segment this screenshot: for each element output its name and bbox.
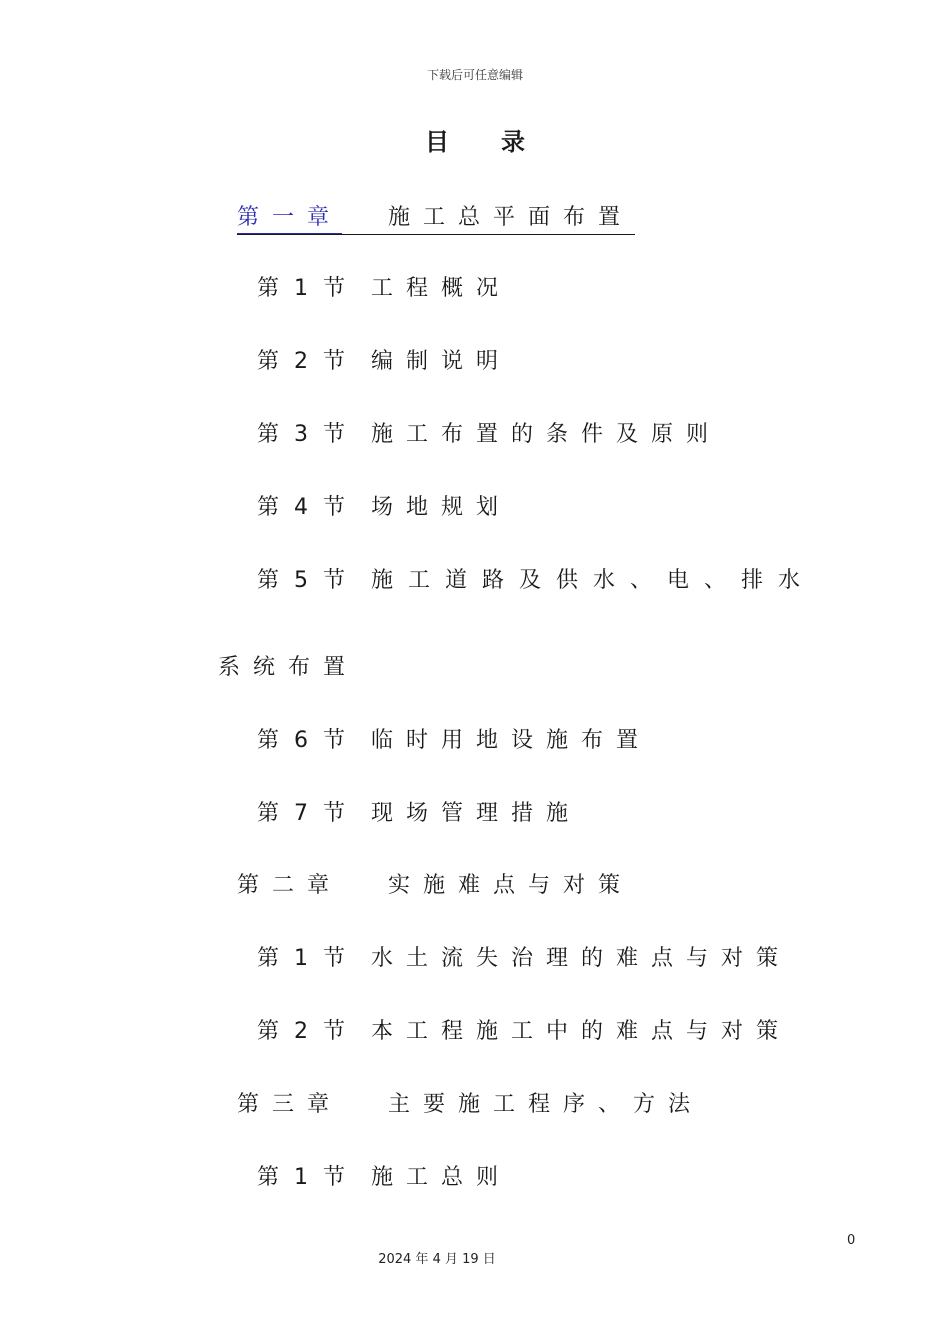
section-title: 工程概况 <box>371 276 512 301</box>
section-label: 第 1 节 <box>257 1165 349 1190</box>
toc-section-2-1[interactable] <box>257 944 791 974</box>
chapter-1-link-label[interactable]: 第一章 <box>237 203 342 234</box>
footer-date: 2024 年 4 月 19 日 <box>378 1252 496 1267</box>
toc-section-1-1[interactable] <box>257 274 511 304</box>
toc-section-1-5[interactable] <box>257 566 815 596</box>
toc-title-part2: 录 <box>501 128 525 156</box>
section-title: 编制说明 <box>371 349 512 374</box>
toc-chapter-1[interactable] <box>237 203 635 235</box>
toc-chapter-2[interactable] <box>237 871 633 901</box>
toc-section-1-7[interactable] <box>257 799 581 829</box>
section-title: 场地规划 <box>371 495 512 520</box>
chapter-3-title: 主要施工程序、方法 <box>388 1092 704 1117</box>
chapter-2-label: 第二章 <box>237 873 343 898</box>
chapter-3-label: 第三章 <box>237 1092 343 1117</box>
toc-section-1-2[interactable] <box>257 347 511 377</box>
section-label: 第 1 节 <box>257 946 349 971</box>
section-label: 第 5 节 <box>257 568 349 593</box>
toc-section-3-1[interactable] <box>257 1163 511 1193</box>
toc-section-1-5-continuation[interactable]: 系统布置 <box>218 655 359 680</box>
toc-chapter-3[interactable] <box>237 1090 703 1120</box>
chapter-2-title: 实施难点与对策 <box>388 873 634 898</box>
section-label: 第 6 节 <box>257 728 349 753</box>
section-title: 本工程施工中的难点与对策 <box>371 1019 792 1044</box>
section-title: 水土流失治理的难点与对策 <box>371 946 792 971</box>
toc-title-part1: 目 <box>425 128 449 156</box>
toc-section-2-2[interactable] <box>257 1017 791 1047</box>
section-label: 第 1 节 <box>257 276 349 301</box>
toc-section-1-3[interactable] <box>257 420 721 450</box>
toc-title <box>0 122 950 157</box>
section-title: 施工道路及供水、电、排水 <box>371 568 816 593</box>
section-title: 施工布置的条件及原则 <box>371 422 722 447</box>
section-label: 第 2 节 <box>257 349 349 374</box>
chapter-1-title[interactable]: 施工总平面布置 <box>388 205 634 230</box>
section-label: 第 7 节 <box>257 801 349 826</box>
section-title: 临时用地设施布置 <box>371 728 652 753</box>
toc-section-1-4[interactable] <box>257 493 511 523</box>
section-label: 第 4 节 <box>257 495 349 520</box>
page-number: 0 <box>847 1233 856 1248</box>
toc-section-1-6[interactable] <box>257 726 651 756</box>
header-note: 下载后可任意编辑 <box>426 68 523 82</box>
section-label: 第 3 节 <box>257 422 349 447</box>
section-title: 现场管理措施 <box>371 801 582 826</box>
section-label: 第 2 节 <box>257 1019 349 1044</box>
section-title: 施工总则 <box>371 1165 512 1190</box>
